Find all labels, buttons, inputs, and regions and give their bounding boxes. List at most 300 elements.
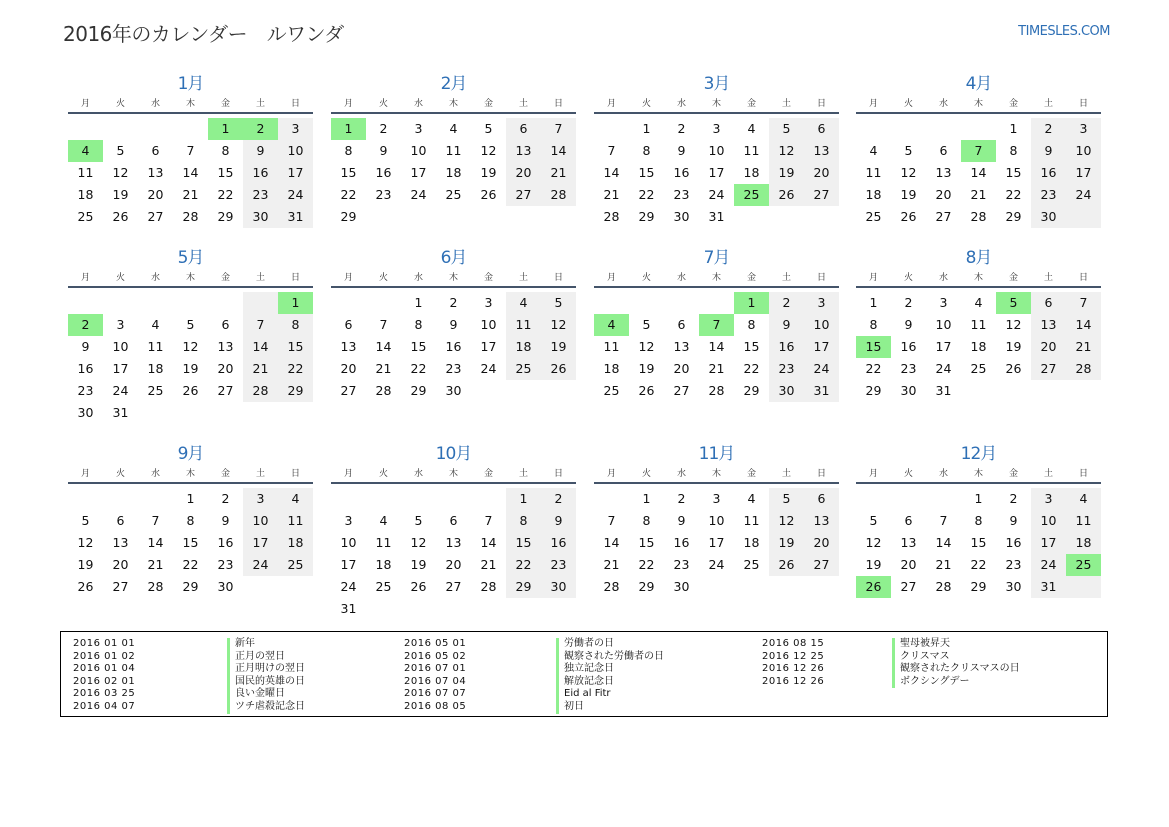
holiday-date: 2016 05 02 xyxy=(404,650,467,662)
weekday-label: 金 xyxy=(1008,469,1018,479)
day-cell: 22 xyxy=(638,187,655,202)
day-cell: 30 xyxy=(217,579,234,594)
day-cell: 26 xyxy=(550,361,567,376)
day-cell: 13 xyxy=(340,339,357,354)
month-block xyxy=(68,72,313,246)
day-cell: 20 xyxy=(112,557,129,572)
day-cell: 15 xyxy=(410,339,427,354)
day-cell: 1 xyxy=(869,295,878,310)
month-block xyxy=(594,72,839,246)
weekday-label: 土 xyxy=(781,469,791,479)
month-name: 3月 xyxy=(703,74,730,94)
day-cell: 4 xyxy=(747,121,756,136)
day-cell: 3 xyxy=(291,121,300,136)
day-cell: 10 xyxy=(252,513,269,528)
day-cell: 2 xyxy=(379,121,388,136)
day-cell: 7 xyxy=(484,513,493,528)
day-cell: 10 xyxy=(813,317,830,332)
weekday-label: 金 xyxy=(746,273,756,283)
weekday-label: 火 xyxy=(903,273,913,283)
day-cell: 10 xyxy=(708,143,725,158)
day-cell: 5 xyxy=(782,491,791,506)
day-cell: 15 xyxy=(340,165,357,180)
day-cell: 10 xyxy=(410,143,427,158)
day-cell: 1 xyxy=(974,491,983,506)
month-name: 6月 xyxy=(440,248,467,268)
day-cell: 12 xyxy=(865,535,882,550)
day-cell: 1 xyxy=(1009,121,1018,136)
day-cell: 18 xyxy=(147,361,164,376)
day-cell: 20 xyxy=(900,557,917,572)
day-cell: 14 xyxy=(147,535,164,550)
day-cell: 18 xyxy=(743,535,760,550)
day-cell: 6 xyxy=(151,143,160,158)
day-cell: 6 xyxy=(939,143,948,158)
day-cell: 10 xyxy=(708,513,725,528)
month-name: 7月 xyxy=(703,248,730,268)
day-cell: 9 xyxy=(677,143,686,158)
day-cell: 4 xyxy=(291,491,300,506)
day-cell: 13 xyxy=(673,339,690,354)
day-cell: 14 xyxy=(935,535,952,550)
day-cell: 8 xyxy=(519,513,528,528)
holiday-day-cell: 7 xyxy=(961,140,996,162)
weekday-label: 水 xyxy=(676,469,686,479)
day-cell: 9 xyxy=(677,513,686,528)
day-cell: 8 xyxy=(642,513,651,528)
day-cell: 7 xyxy=(554,121,563,136)
day-cell: 3 xyxy=(712,491,721,506)
weekday-label: 金 xyxy=(220,469,230,479)
day-cell: 3 xyxy=(1044,491,1053,506)
month-name: 2月 xyxy=(440,74,467,94)
day-cell: 12 xyxy=(112,165,129,180)
month-name: 1月 xyxy=(177,74,204,94)
day-cell: 4 xyxy=(151,317,160,332)
weekday-label: 月 xyxy=(868,469,878,479)
day-cell: 12 xyxy=(638,339,655,354)
holiday-name: 独立記念日 xyxy=(556,663,664,676)
day-cell: 5 xyxy=(782,121,791,136)
day-cell: 1 xyxy=(642,491,651,506)
day-cell: 2 xyxy=(449,295,458,310)
weekday-label: 水 xyxy=(938,273,948,283)
day-cell: 30 xyxy=(1040,209,1057,224)
day-cell: 17 xyxy=(1040,535,1057,550)
weekday-label: 木 xyxy=(448,469,458,479)
day-cell: 13 xyxy=(813,143,830,158)
day-cell: 10 xyxy=(112,339,129,354)
weekday-label: 日 xyxy=(290,99,300,109)
day-cell: 15 xyxy=(1005,165,1022,180)
day-cell: 22 xyxy=(410,361,427,376)
weekday-label: 木 xyxy=(448,273,458,283)
day-cell: 20 xyxy=(813,165,830,180)
day-cell: 25 xyxy=(77,209,94,224)
weekday-label: 月 xyxy=(343,273,353,283)
holiday-day-cell: 2 xyxy=(243,118,278,140)
day-cell: 14 xyxy=(252,339,269,354)
day-cell: 25 xyxy=(970,361,987,376)
day-cell: 4 xyxy=(974,295,983,310)
day-cell: 8 xyxy=(221,143,230,158)
day-cell: 17 xyxy=(708,165,725,180)
weekday-label: 土 xyxy=(255,273,265,283)
weekday-label: 月 xyxy=(343,469,353,479)
holiday-date: 2016 07 04 xyxy=(404,675,467,687)
holiday-date: 2016 07 01 xyxy=(404,663,467,675)
weekday-header xyxy=(331,270,576,288)
day-cell: 11 xyxy=(743,513,760,528)
day-cell: 30 xyxy=(550,579,567,594)
day-cell: 1 xyxy=(642,121,651,136)
weekday-label: 火 xyxy=(641,99,651,109)
day-cell: 12 xyxy=(410,535,427,550)
site-link[interactable]: TIMESLES.COM xyxy=(1018,24,1110,39)
day-cell: 22 xyxy=(1005,187,1022,202)
month-block xyxy=(68,246,313,420)
day-cell: 21 xyxy=(375,361,392,376)
day-cell: 18 xyxy=(287,535,304,550)
day-cell: 31 xyxy=(340,601,357,616)
day-cell: 15 xyxy=(515,535,532,550)
holiday-date-column xyxy=(404,638,466,714)
day-cell: 23 xyxy=(900,361,917,376)
weekday-label: 月 xyxy=(606,273,616,283)
day-cell: 6 xyxy=(116,513,125,528)
day-grid xyxy=(331,484,576,616)
holiday-date: 2016 08 15 xyxy=(762,638,825,649)
day-cell: 3 xyxy=(256,491,265,506)
day-cell: 17 xyxy=(252,535,269,550)
weekday-label: 木 xyxy=(185,469,195,479)
holiday-day-cell: 4 xyxy=(594,314,629,336)
weekday-header xyxy=(68,96,313,114)
weekday-label: 月 xyxy=(80,469,90,479)
weekday-header xyxy=(331,96,576,114)
day-cell: 5 xyxy=(81,513,90,528)
day-cell: 29 xyxy=(743,383,760,398)
day-cell: 8 xyxy=(186,513,195,528)
holiday-name: クリスマス xyxy=(892,651,1020,664)
day-cell: 8 xyxy=(291,317,300,332)
day-cell: 2 xyxy=(677,491,686,506)
weekday-label: 火 xyxy=(115,99,125,109)
holiday-day-cell: 25 xyxy=(734,184,769,206)
holiday-name-column xyxy=(556,638,664,714)
day-cell: 5 xyxy=(186,317,195,332)
day-cell: 28 xyxy=(935,579,952,594)
weekday-label: 火 xyxy=(903,99,913,109)
day-cell: 21 xyxy=(935,557,952,572)
day-cell: 26 xyxy=(410,579,427,594)
day-cell: 31 xyxy=(1040,579,1057,594)
day-cell: 28 xyxy=(147,579,164,594)
day-cell: 24 xyxy=(410,187,427,202)
day-cell: 14 xyxy=(603,535,620,550)
day-cell: 3 xyxy=(817,295,826,310)
day-cell: 29 xyxy=(638,579,655,594)
weekday-label: 火 xyxy=(378,469,388,479)
day-cell: 19 xyxy=(182,361,199,376)
day-cell: 9 xyxy=(379,143,388,158)
holiday-name: ツチ虐殺記念日 xyxy=(227,701,305,714)
day-cell: 9 xyxy=(554,513,563,528)
day-cell: 7 xyxy=(1079,295,1088,310)
day-grid xyxy=(331,114,576,246)
day-cell: 25 xyxy=(147,383,164,398)
day-cell: 25 xyxy=(515,361,532,376)
day-cell: 23 xyxy=(673,187,690,202)
weekday-label: 木 xyxy=(973,99,983,109)
holiday-date-column xyxy=(73,638,135,714)
weekday-label: 月 xyxy=(868,99,878,109)
day-cell: 21 xyxy=(147,557,164,572)
day-cell: 4 xyxy=(449,121,458,136)
day-cell: 14 xyxy=(1075,317,1092,332)
day-cell: 2 xyxy=(554,491,563,506)
holiday-date: 2016 05 01 xyxy=(404,638,467,649)
day-cell: 11 xyxy=(375,535,392,550)
weekday-label: 土 xyxy=(1043,99,1053,109)
day-cell: 12 xyxy=(480,143,497,158)
day-grid xyxy=(594,114,839,246)
day-cell: 28 xyxy=(708,383,725,398)
day-cell: 19 xyxy=(778,535,795,550)
day-cell: 13 xyxy=(147,165,164,180)
day-cell: 9 xyxy=(81,339,90,354)
weekday-label: 月 xyxy=(80,273,90,283)
holiday-name: 解放記念日 xyxy=(556,676,664,689)
day-cell: 16 xyxy=(217,535,234,550)
day-cell: 21 xyxy=(603,557,620,572)
month-block xyxy=(331,246,576,420)
day-grid xyxy=(331,288,576,420)
weekday-label: 金 xyxy=(220,273,230,283)
day-cell: 2 xyxy=(677,121,686,136)
day-cell: 19 xyxy=(1005,339,1022,354)
day-cell: 19 xyxy=(900,187,917,202)
day-cell: 31 xyxy=(287,209,304,224)
day-cell: 26 xyxy=(778,187,795,202)
month-name: 12月 xyxy=(960,444,997,464)
holiday-name: 正月明けの翌日 xyxy=(227,663,305,676)
weekday-header xyxy=(331,466,576,484)
weekday-label: 水 xyxy=(938,99,948,109)
day-cell: 3 xyxy=(712,121,721,136)
holiday-day-cell: 1 xyxy=(278,292,313,314)
day-cell: 19 xyxy=(410,557,427,572)
day-cell: 2 xyxy=(1009,491,1018,506)
day-cell: 24 xyxy=(252,557,269,572)
weekday-label: 土 xyxy=(518,99,528,109)
day-cell: 24 xyxy=(1075,187,1092,202)
day-cell: 27 xyxy=(673,383,690,398)
day-cell: 27 xyxy=(340,383,357,398)
day-cell: 28 xyxy=(1075,361,1092,376)
day-cell: 1 xyxy=(519,491,528,506)
day-cell: 12 xyxy=(182,339,199,354)
day-cell: 28 xyxy=(182,209,199,224)
day-cell: 9 xyxy=(782,317,791,332)
day-cell: 14 xyxy=(550,143,567,158)
day-cell: 19 xyxy=(77,557,94,572)
day-cell: 13 xyxy=(1040,317,1057,332)
day-cell: 16 xyxy=(673,535,690,550)
day-cell: 29 xyxy=(1005,209,1022,224)
day-cell: 7 xyxy=(939,513,948,528)
day-cell: 6 xyxy=(817,491,826,506)
holiday-day-cell: 5 xyxy=(996,292,1031,314)
weekday-label: 日 xyxy=(816,99,826,109)
day-cell: 18 xyxy=(865,187,882,202)
day-cell: 29 xyxy=(515,579,532,594)
holiday-legend xyxy=(60,631,1108,717)
weekday-label: 土 xyxy=(781,273,791,283)
day-cell: 6 xyxy=(1044,295,1053,310)
day-grid xyxy=(594,288,839,420)
day-cell: 14 xyxy=(375,339,392,354)
holiday-day-cell: 2 xyxy=(68,314,103,336)
page-title: 2016年のカレンダー ルワンダ xyxy=(63,22,344,46)
day-cell: 22 xyxy=(182,557,199,572)
day-grid xyxy=(68,114,313,246)
weekday-label: 金 xyxy=(483,469,493,479)
day-cell: 28 xyxy=(480,579,497,594)
day-cell: 28 xyxy=(375,383,392,398)
weekday-header xyxy=(68,466,313,484)
day-cell: 9 xyxy=(1009,513,1018,528)
day-cell: 10 xyxy=(1075,143,1092,158)
day-cell: 7 xyxy=(186,143,195,158)
day-cell: 27 xyxy=(515,187,532,202)
day-cell: 18 xyxy=(445,165,462,180)
day-cell: 6 xyxy=(221,317,230,332)
day-cell: 15 xyxy=(287,339,304,354)
day-cell: 12 xyxy=(778,513,795,528)
day-cell: 9 xyxy=(904,317,913,332)
weekday-label: 日 xyxy=(553,273,563,283)
day-cell: 17 xyxy=(708,535,725,550)
day-cell: 22 xyxy=(287,361,304,376)
day-cell: 3 xyxy=(939,295,948,310)
day-cell: 12 xyxy=(900,165,917,180)
weekday-label: 水 xyxy=(413,469,423,479)
weekday-label: 金 xyxy=(1008,99,1018,109)
day-cell: 21 xyxy=(970,187,987,202)
day-cell: 29 xyxy=(638,209,655,224)
day-cell: 10 xyxy=(287,143,304,158)
holiday-name: Eid al Fitr xyxy=(556,688,664,701)
weekday-label: 日 xyxy=(1078,99,1088,109)
weekday-label: 月 xyxy=(343,99,353,109)
weekday-label: 木 xyxy=(973,469,983,479)
day-cell: 8 xyxy=(1009,143,1018,158)
weekday-label: 月 xyxy=(80,99,90,109)
day-cell: 8 xyxy=(869,317,878,332)
day-cell: 16 xyxy=(900,339,917,354)
day-cell: 20 xyxy=(147,187,164,202)
day-cell: 16 xyxy=(550,535,567,550)
holiday-name: 国民的英雄の日 xyxy=(227,676,305,689)
day-cell: 7 xyxy=(151,513,160,528)
day-cell: 11 xyxy=(970,317,987,332)
day-cell: 26 xyxy=(480,187,497,202)
day-cell: 30 xyxy=(1005,579,1022,594)
weekday-label: 水 xyxy=(676,273,686,283)
day-cell: 6 xyxy=(519,121,528,136)
month-block xyxy=(331,442,576,616)
weekday-header xyxy=(594,96,839,114)
month-block xyxy=(594,246,839,420)
month-name: 11月 xyxy=(698,444,735,464)
month-name: 8月 xyxy=(965,248,992,268)
weekday-label: 木 xyxy=(711,469,721,479)
day-cell: 11 xyxy=(445,143,462,158)
holiday-name: 聖母被昇天 xyxy=(892,638,1020,651)
holiday-day-cell: 7 xyxy=(699,314,734,336)
weekday-label: 火 xyxy=(115,469,125,479)
day-cell: 2 xyxy=(904,295,913,310)
day-cell: 16 xyxy=(252,165,269,180)
day-cell: 3 xyxy=(414,121,423,136)
day-cell: 10 xyxy=(935,317,952,332)
day-cell: 22 xyxy=(743,361,760,376)
day-cell: 21 xyxy=(603,187,620,202)
day-cell: 22 xyxy=(340,187,357,202)
holiday-name: 初日 xyxy=(556,701,664,714)
day-cell: 16 xyxy=(1040,165,1057,180)
day-cell: 30 xyxy=(673,579,690,594)
day-cell: 10 xyxy=(340,535,357,550)
day-cell: 26 xyxy=(638,383,655,398)
day-cell: 18 xyxy=(1075,535,1092,550)
day-cell: 15 xyxy=(217,165,234,180)
day-cell: 22 xyxy=(217,187,234,202)
day-cell: 29 xyxy=(970,579,987,594)
day-cell: 30 xyxy=(778,383,795,398)
day-cell: 5 xyxy=(484,121,493,136)
holiday-day-cell: 26 xyxy=(856,576,891,598)
day-cell: 9 xyxy=(256,143,265,158)
day-cell: 13 xyxy=(515,143,532,158)
weekday-header xyxy=(856,96,1101,114)
day-cell: 6 xyxy=(449,513,458,528)
holiday-date-column xyxy=(762,638,824,688)
holiday-day-cell: 25 xyxy=(1066,554,1101,576)
day-cell: 19 xyxy=(550,339,567,354)
weekday-label: 日 xyxy=(290,273,300,283)
weekday-label: 金 xyxy=(746,469,756,479)
day-grid xyxy=(68,484,313,616)
day-cell: 3 xyxy=(344,513,353,528)
weekday-header xyxy=(594,270,839,288)
day-cell: 23 xyxy=(550,557,567,572)
day-cell: 29 xyxy=(182,579,199,594)
day-cell: 26 xyxy=(1005,361,1022,376)
day-cell: 12 xyxy=(550,317,567,332)
holiday-name: 新年 xyxy=(227,638,305,651)
day-cell: 17 xyxy=(410,165,427,180)
day-cell: 16 xyxy=(77,361,94,376)
day-cell: 18 xyxy=(77,187,94,202)
weekday-label: 水 xyxy=(676,99,686,109)
day-cell: 20 xyxy=(340,361,357,376)
day-cell: 17 xyxy=(813,339,830,354)
holiday-day-cell: 4 xyxy=(68,140,103,162)
weekday-label: 水 xyxy=(413,99,423,109)
day-cell: 15 xyxy=(182,535,199,550)
